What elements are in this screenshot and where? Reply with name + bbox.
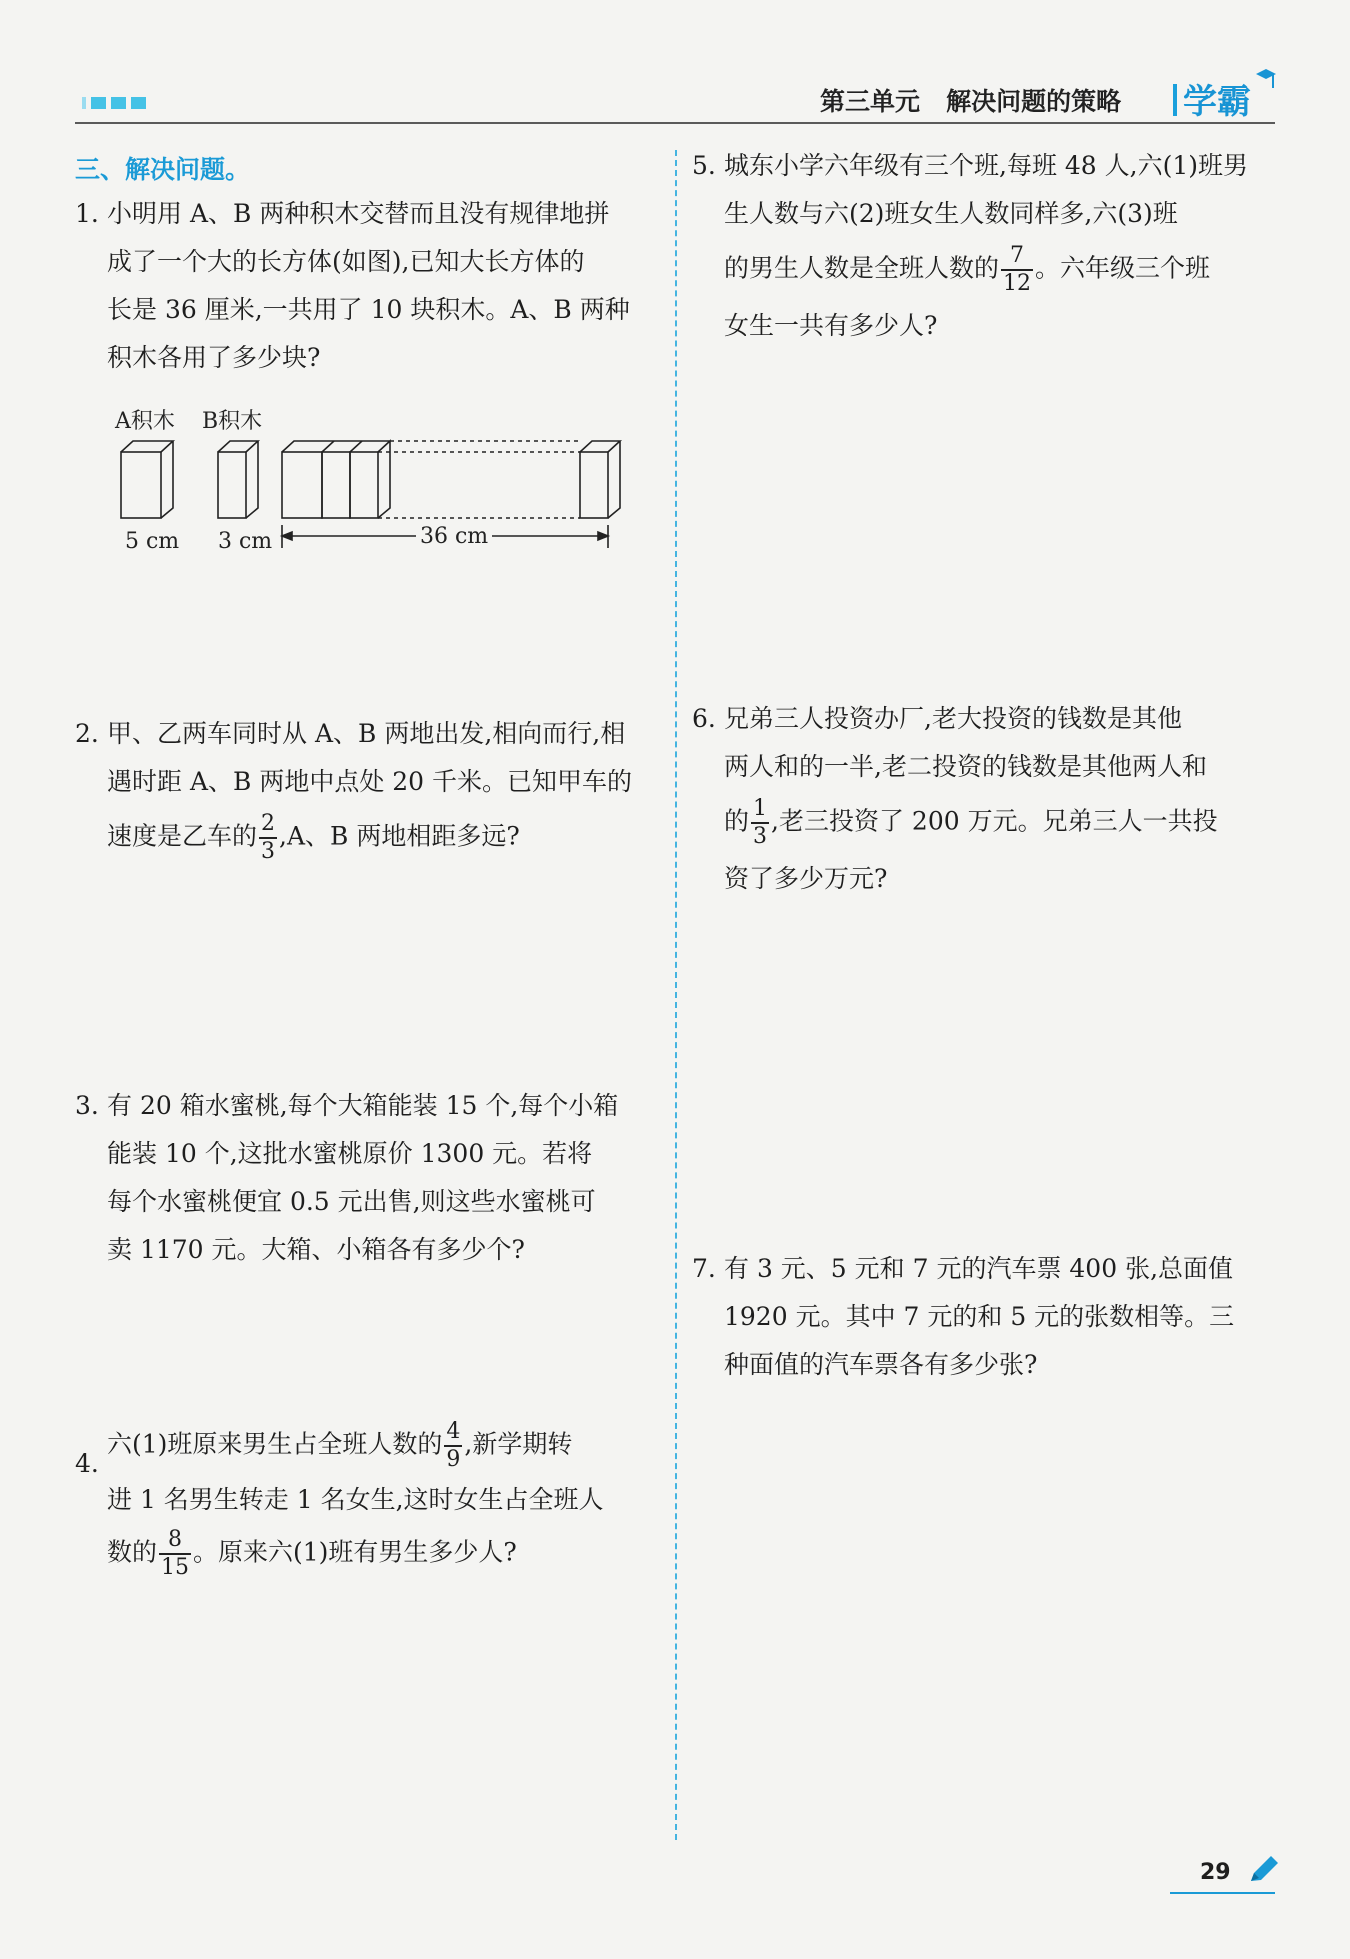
question-line: 资了多少万元? [724, 864, 888, 893]
question-4 [75, 1420, 665, 1580]
fraction [159, 1528, 191, 1580]
question-line: 有 3 元、5 元和 7 元的汽车票 400 张,总面值 [724, 1254, 1234, 1283]
question-text: ,A、B 两地相距多远? [279, 821, 520, 851]
block-a [121, 441, 173, 518]
question-line: 进 1 名男生转走 1 名女生,这时女生占全班人 [107, 1485, 604, 1514]
question-6 [692, 695, 1282, 903]
question-line: 城东小学六年级有三个班,每班 48 人,六(1)班男 [724, 151, 1249, 180]
question-line [107, 1528, 665, 1580]
question-7 [692, 1245, 1282, 1389]
question-number: 3. [75, 1091, 99, 1120]
question-number: 1. [75, 199, 99, 228]
column-divider [675, 150, 677, 1840]
question-number: 4. [75, 1449, 99, 1478]
block-b-width: 3 cm [218, 529, 273, 554]
pencil-icon [1245, 1853, 1281, 1887]
question-number: 6. [692, 704, 716, 733]
question-number: 7. [692, 1254, 716, 1283]
question-text: 六(1)班原来男生占全班人数的 [107, 1429, 443, 1459]
block-b-label: B积木 [202, 409, 263, 434]
question-number: 5. [692, 151, 716, 180]
question-text: 的 [724, 806, 750, 836]
section-title: 三、解决问题。 [75, 155, 251, 184]
question-1 [75, 190, 665, 382]
question-5 [692, 142, 1282, 350]
large-cuboid [282, 441, 620, 518]
question-line: 小明用 A、B 两种积木交替而且没有规律地拼 [107, 199, 610, 228]
fraction [444, 1420, 462, 1472]
question-text: ,老三投资了 200 万元。兄弟三人一共投 [771, 806, 1218, 836]
block-a-label: A积木 [115, 409, 175, 434]
fraction-denominator: 12 [1003, 271, 1032, 296]
footer-rule [1170, 1892, 1275, 1894]
question-text: 速度是乙车的 [107, 821, 258, 851]
fraction-numerator: 8 [168, 1527, 183, 1552]
question-line: 能装 10 个,这批水蜜桃原价 1300 元。若将 [107, 1139, 593, 1168]
fraction-denominator: 9 [446, 1447, 461, 1472]
question-text: 。原来六(1)班有男生多少人? [193, 1537, 517, 1567]
question-2 [75, 710, 665, 864]
block-a-width: 5 cm [125, 529, 180, 554]
question-number: 2. [75, 719, 99, 748]
blocks-figure [110, 400, 630, 570]
question-text: ,新学期转 [464, 1429, 573, 1459]
header-rule [75, 122, 1275, 124]
fraction-numerator: 2 [261, 811, 276, 836]
fraction-denominator: 3 [753, 824, 768, 849]
question-line [107, 812, 665, 864]
question-line: 成了一个大的长方体(如图),已知大长方体的 [107, 247, 585, 276]
question-line: 积木各用了多少块? [107, 343, 321, 372]
fraction-numerator: 7 [1010, 243, 1025, 268]
question-line: 有 20 箱水蜜桃,每个大箱能装 15 个,每个小箱 [107, 1091, 619, 1120]
graduation-cap-icon [1255, 66, 1277, 96]
question-line: 甲、乙两车同时从 A、B 两地出发,相向而行,相 [107, 719, 626, 748]
unit-title: 第三单元 解决问题的策略 [820, 87, 1122, 116]
fraction-denominator: 15 [161, 1555, 190, 1580]
fraction-numerator: 4 [446, 1419, 461, 1444]
question-line: 女生一共有多少人? [724, 311, 938, 340]
question-3 [75, 1082, 665, 1274]
question-line [107, 1420, 665, 1472]
question-text: 数的 [107, 1537, 158, 1567]
question-line: 生人数与六(2)班女生人数同样多,六(3)班 [724, 199, 1178, 228]
question-line: 两人和的一半,老二投资的钱数是其他两人和 [724, 752, 1207, 781]
question-line [724, 244, 1282, 296]
block-b [218, 441, 258, 518]
fraction [259, 812, 277, 864]
question-line: 每个水蜜桃便宜 0.5 元出售,则这些水蜜桃可 [107, 1187, 596, 1216]
question-text: 的男生人数是全班人数的 [724, 253, 1000, 283]
question-line: 卖 1170 元。大箱、小箱各有多少个? [107, 1235, 525, 1264]
question-line: 种面值的汽车票各有多少张? [724, 1350, 1038, 1379]
brand-logo: 学霸 [1183, 82, 1251, 122]
question-line: 长是 36 厘米,一共用了 10 块积木。A、B 两种 [107, 295, 630, 324]
question-text: 。六年级三个班 [1035, 253, 1211, 283]
question-line: 兄弟三人投资办厂,老大投资的钱数是其他 [724, 704, 1182, 733]
header-decoration [82, 97, 146, 109]
fraction [1001, 244, 1033, 296]
fraction [751, 797, 769, 849]
total-length-label: 36 cm [420, 524, 489, 549]
fraction-numerator: 1 [753, 796, 768, 821]
question-line: 1920 元。其中 7 元的和 5 元的张数相等。三 [724, 1302, 1235, 1331]
brand-divider [1173, 84, 1177, 116]
question-line: 遇时距 A、B 两地中点处 20 千米。已知甲车的 [107, 767, 633, 796]
fraction-denominator: 3 [261, 839, 276, 864]
page-number: 29 [1200, 1860, 1231, 1885]
question-line [724, 797, 1282, 849]
